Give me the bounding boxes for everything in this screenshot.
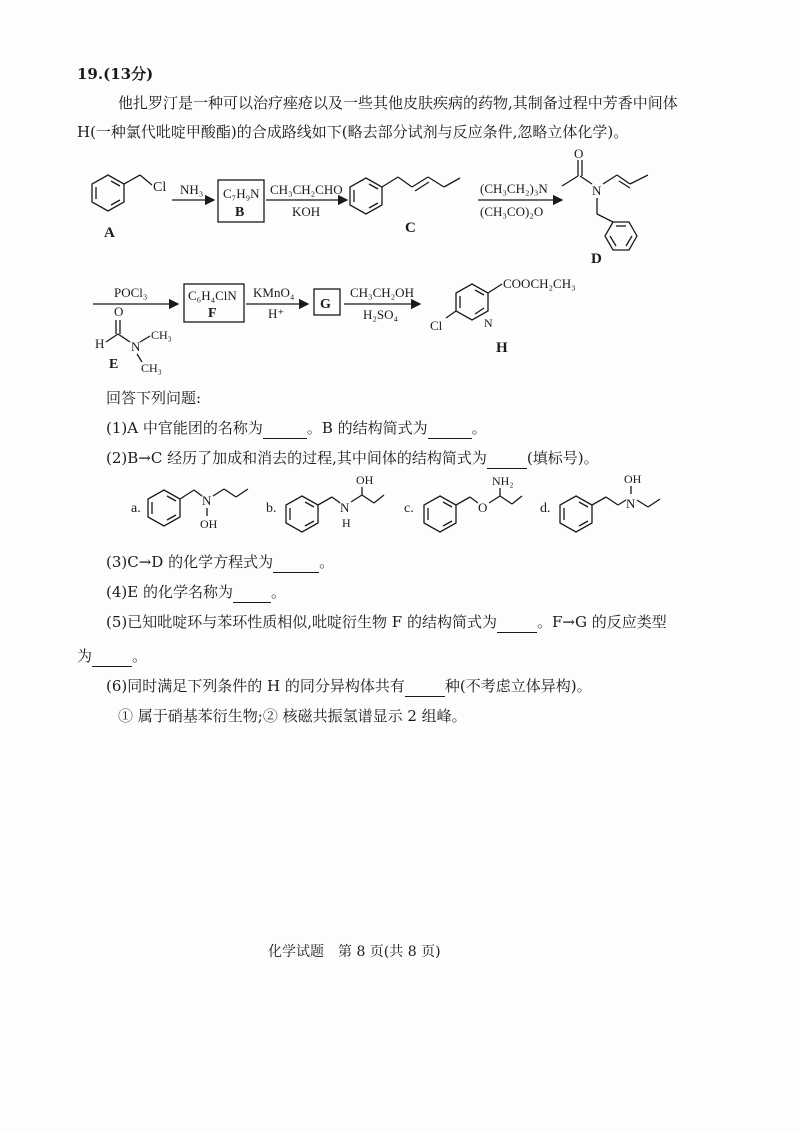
E-H: H — [95, 336, 105, 351]
label-E: E — [109, 357, 119, 372]
option-d-oh: OH — [624, 472, 642, 486]
reagent-nh3: NH₃ — [180, 182, 204, 197]
A-cl-text: Cl — [153, 180, 167, 195]
label-F: F — [208, 306, 217, 321]
q3-text-1: (3)C→D 的化学方程式为 — [106, 553, 274, 571]
q4-text-1: (4)E 的化学名称为 — [106, 583, 233, 601]
question-5-line-2 — [77, 646, 147, 667]
F-formula: C₆H₄ClN — [188, 288, 237, 303]
question-4 — [106, 582, 286, 603]
q4-text-2: 。 — [270, 583, 286, 601]
q3-text-2: 。 — [319, 553, 335, 571]
B-formula: C₇H₉N — [223, 186, 260, 201]
reagent-koh: KOH — [292, 204, 321, 219]
D-O: O — [574, 146, 584, 161]
q4-blank[interactable] — [233, 582, 271, 603]
q1-text-1: (1)A 中官能团的名称为 — [106, 419, 263, 437]
label-A: A — [104, 225, 115, 241]
option-c-o: O — [478, 500, 488, 515]
intro-line-1: 他扎罗汀是一种可以治疗痤疮以及一些其他皮肤疾病的药物,其制备过程中芳香中间体 — [118, 94, 678, 112]
answers-intro: 回答下列问题: — [106, 389, 202, 407]
E-O: O — [114, 304, 124, 319]
q5-text-3: 为 — [77, 647, 93, 665]
option-b-structure — [286, 473, 384, 532]
q3-blank[interactable] — [273, 552, 319, 573]
intro-line-2: H(一种氯代吡啶甲酸酯)的合成路线如下(略去部分试剂与反应条件,忽略立体化学)。 — [77, 123, 629, 141]
page-footer: 化学试题 第 8 页(共 8 页) — [268, 944, 441, 960]
reagent-triethylamine: (CH₃CH₂)₃N — [480, 181, 548, 196]
reagent-h2so4: H₂SO₄ — [363, 307, 399, 322]
q2-text-2: (填标号)。 — [526, 449, 599, 467]
q5-blank-2[interactable] — [92, 646, 132, 667]
reagent-pocl3: POCl₃ — [114, 285, 148, 300]
label-B: B — [235, 205, 245, 220]
reagent-h-plus: H⁺ — [268, 306, 285, 321]
label-C: C — [405, 220, 416, 236]
q5-text-2: 。F→G 的反应类型 — [536, 613, 667, 631]
option-c-label: c. — [404, 501, 414, 516]
reagent-propanal: CH₃CH₂CHO — [270, 182, 343, 197]
q5-text-4: 。 — [132, 647, 148, 665]
q6-text-1: (6)同时满足下列条件的 H 的同分异构体共有 — [106, 677, 405, 695]
option-b-label: b. — [266, 501, 277, 516]
H-N: N — [484, 316, 493, 330]
reagent-kmno4: KMnO₄ — [253, 285, 295, 300]
q6-blank[interactable] — [405, 676, 445, 697]
option-d-label: d. — [540, 501, 551, 516]
E-CH3-top: CH₃ — [151, 328, 172, 342]
question-3 — [106, 552, 334, 573]
question-6 — [106, 676, 592, 697]
H-ester: COOCH₂CH₃ — [503, 276, 576, 291]
H-Cl: Cl — [430, 318, 443, 333]
option-a-oh: OH — [200, 517, 218, 531]
option-c-structure — [424, 474, 522, 532]
D-N: N — [592, 183, 602, 198]
label-H: H — [496, 340, 508, 356]
q5-blank-1[interactable] — [497, 612, 537, 633]
q1-text-2: 。B 的结构简式为 — [306, 419, 428, 437]
option-b-n: N — [340, 500, 350, 515]
label-D: D — [591, 251, 602, 267]
q2-text-1: (2)B→C 经历了加成和消去的过程,其中间体的结构简式为 — [106, 449, 487, 467]
q6-text-2: 种(不考虑立体异构)。 — [444, 677, 592, 695]
option-b-oh: OH — [356, 473, 374, 487]
option-d-structure — [560, 472, 660, 532]
label-G: G — [320, 297, 331, 312]
option-d-n: N — [626, 496, 636, 511]
q5-text-1: (5)已知吡啶环与苯环性质相似,吡啶衍生物 F 的结构简式为 — [106, 613, 497, 631]
E-N: N — [131, 339, 141, 354]
option-c-nh2: NH₂ — [492, 474, 514, 488]
option-a-n: N — [202, 493, 212, 508]
question-number: 19.(13分) — [77, 65, 154, 83]
option-a-structure — [148, 489, 248, 531]
option-b-h: H — [342, 516, 351, 530]
reagent-ethanol: CH₃CH₂OH — [350, 285, 414, 300]
reagent-anhydride: (CH₃CO)₂O — [480, 204, 544, 219]
question-6-conditions: ① 属于硝基苯衍生物;② 核磁共振氢谱显示 2 组峰。 — [118, 707, 467, 725]
E-CH3-bottom: CH₃ — [141, 361, 162, 375]
option-a-label: a. — [131, 501, 141, 516]
question-5 — [106, 612, 667, 633]
q1-text-3: 。 — [471, 419, 487, 437]
